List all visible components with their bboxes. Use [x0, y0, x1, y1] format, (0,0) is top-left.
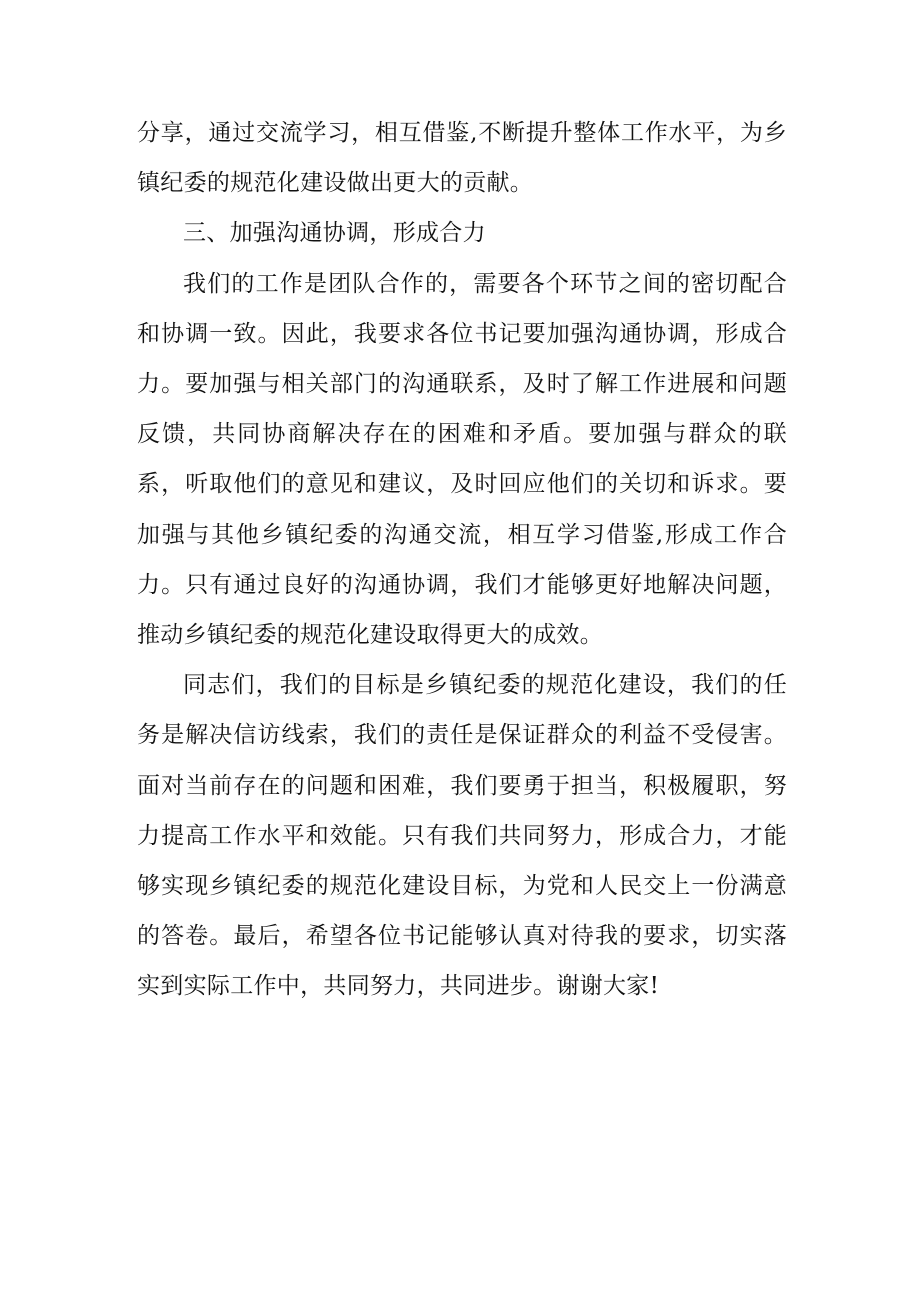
- document-body: [137, 108, 787, 1012]
- paragraph-continuation: 分享，通过交流学习，相互借鉴,不断提升整体工作水平，为乡镇纪委的规范化建设做出更大的贡献。: [137, 120, 787, 197]
- paragraph-closing: 同志们，我们的目标是乡镇纪委的规范化建设，我们的任务是解决信访线索，我们的责任是保证群众的利益不受侵害。面对当前存在的问题和困难，我们要勇于担当，积极履职，努力提高工作水平和效能。只有我们共同努力，形成合力，才能够实现乡镇纪委的规范化建设目标，为党和人民交上一份满意的答卷。最后，希望各位书记能够认真对待我的要求，切实落实到实际工作中，共同努力，共同进步。谢谢大家!: [137, 672, 787, 1000]
- section-heading: 三、加强沟通协调，形成合力: [183, 220, 486, 247]
- paragraph-communication: 我们的工作是团队合作的，需要各个环节之间的密切配合和协调一致。因此，我要求各位书记要加强沟通协调，形成合力。要加强与相关部门的沟通联系，及时了解工作进展和问题反馈，共同协商解决存在的困难和矛盾。要加强与群众的联系，听取他们的意见和建议，及时回应他们的关切和诉求。要加强与其他乡镇纪委的沟通交流，相互学习借鉴,形成工作合力。只有通过良好的沟通协调，我们才能够更好地解决问题，推动乡镇纪委的规范化建设取得更大的成效。: [137, 270, 787, 649]
